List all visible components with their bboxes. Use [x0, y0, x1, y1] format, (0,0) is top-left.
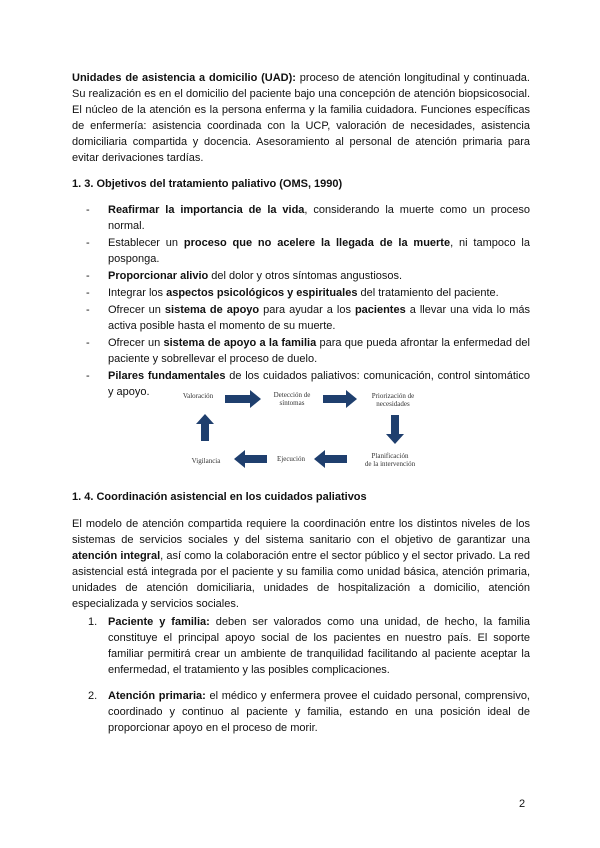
label-deteccion: Detección de síntomas — [273, 391, 311, 407]
arrow-right-icon — [323, 390, 357, 408]
label-priorizacion: Priorización de necesidades — [371, 392, 415, 408]
intro-paragraph — [72, 70, 530, 166]
item-bold: proceso que no acelere la llegada de la muerte — [183, 237, 451, 249]
item-text: deben ser valorados como una unidad, de hecho, la familia constituye el principal apoyo social de los pacientes en nuestro país. El soporte familiar permitirá crear un ambiente de tranquilidad facilitando al paciente aceptar la enfermedad, el tratamiento y las posibles complicaciones. — [108, 616, 530, 676]
arrow-down-icon — [386, 415, 404, 444]
item-bold: pacientes — [354, 304, 406, 316]
list-item — [72, 268, 530, 284]
item-text: para ayudar a los — [259, 304, 355, 316]
label-valoracion: Valoración — [182, 392, 214, 400]
item-text: del tratamiento del paciente. — [357, 287, 499, 299]
label-planificacion: Planificación de la intervención — [364, 452, 416, 468]
intro-bold: Unidades de asistencia a domicilio (UAD): — [72, 72, 296, 84]
section-heading-1-3: 1. 3. Objetivos del tratamiento paliativo (OMS, 1990) — [72, 178, 343, 190]
item-bold: Reafirmar la importancia de la vida — [108, 204, 305, 216]
bullet-dash: - — [86, 204, 90, 216]
page-number: 2 — [519, 798, 526, 810]
palliative-cycle-diagram — [170, 382, 430, 474]
list-item — [72, 335, 530, 367]
item-text: , considerando la muerte como un proceso normal. — [108, 204, 530, 232]
item-bold: Proporcionar alivio — [108, 270, 209, 282]
item-bold: Pilares fundamentales — [108, 370, 226, 382]
item-text: el médico y enfermera provee el cuidado personal, comprensivo, coordinado y continuo al paciente y familia, estando en una posición ideal de proporcionar apoyo en el proceso de morir. — [108, 690, 530, 734]
item-bold: aspectos psicológicos y espirituales — [166, 287, 358, 299]
item-bold: sistema de apoyo a la familia — [163, 337, 317, 349]
label-vigilancia: Vigilancia — [191, 457, 221, 465]
item-text: , ni tampoco la posponga. — [108, 237, 530, 265]
item-bold: Atención primaria: — [108, 690, 206, 702]
bullet-dash: - — [86, 270, 90, 282]
numbered-item-1 — [72, 614, 530, 678]
item-text: de los cuidados paliativos: comunicación, control sintomático y apoyo. — [108, 370, 530, 398]
item-bold: sistema de apoyo — [164, 304, 260, 316]
bullet-dash: - — [86, 237, 90, 249]
item-text: para que pueda afrontar la enfermedad del paciente y sobrellevar el proceso de duelo. — [108, 337, 530, 365]
list-item — [72, 302, 530, 334]
item-text: a llevar una vida lo más activa posible hasta el momento de su muerte. — [108, 304, 530, 332]
list-item — [72, 235, 530, 267]
arrow-left-icon — [234, 450, 267, 468]
list-item — [72, 285, 530, 301]
coordination-paragraph — [72, 516, 530, 612]
label-ejecucion: Ejecución — [277, 455, 305, 463]
numbered-item-2 — [72, 688, 530, 736]
item-number: 2. — [88, 690, 98, 702]
item-text: Establecer un — [108, 237, 184, 249]
para-bold: atención integral — [72, 550, 161, 562]
bullet-dash: - — [86, 370, 90, 382]
list-item — [72, 614, 530, 678]
bullet-dash: - — [86, 287, 90, 299]
item-number: 1. — [88, 616, 98, 628]
item-text: Ofrecer un — [108, 337, 164, 349]
arrow-up-icon — [196, 414, 214, 441]
list-item — [72, 202, 530, 234]
arrow-left-icon — [314, 450, 347, 468]
item-bold: Paciente y familia: — [108, 616, 210, 628]
bullet-dash: - — [86, 304, 90, 316]
item-text: Integrar los — [108, 287, 167, 299]
bullet-dash: - — [86, 337, 90, 349]
objectives-list — [72, 202, 530, 401]
arrow-right-icon — [225, 390, 261, 408]
para-text: El modelo de atención compartida requiere la coordinación entre los distintos niveles de los sistemas de servicios sociales y del sistema sanitario con el objetivo de garantizar una — [72, 518, 530, 546]
list-item — [72, 688, 530, 736]
item-text: Ofrecer un — [108, 304, 165, 316]
item-text: del dolor y otros síntomas angustiosos. — [208, 270, 403, 282]
para-text: , así como la colaboración entre el sector público y el sector privado. La red asistencial está integrada por el paciente y su familia como unidad básica, atención primaria, unidades de atención domiciliaria, unidades de hospitalización a domicilio, atención especializada y servicios sociales. — [72, 550, 530, 610]
intro-text: proceso de atención longitudinal y continuada. Su realización es en el domicilio del paciente bajo una concepción de atención biopsicosocial. El núcleo de la atención es la persona enferma y la familia cuidadora. Funciones específicas de enfermería: asistencia coordinada con la UCP, valoración de necesidades, asistencia domiciliaria compartida y docencia. Asesoramiento al personal de atención primaria para evitar derivaciones tardías. — [72, 72, 530, 164]
section-heading-1-4: 1. 4. Coordinación asistencial en los cuidados paliativos — [72, 491, 367, 503]
